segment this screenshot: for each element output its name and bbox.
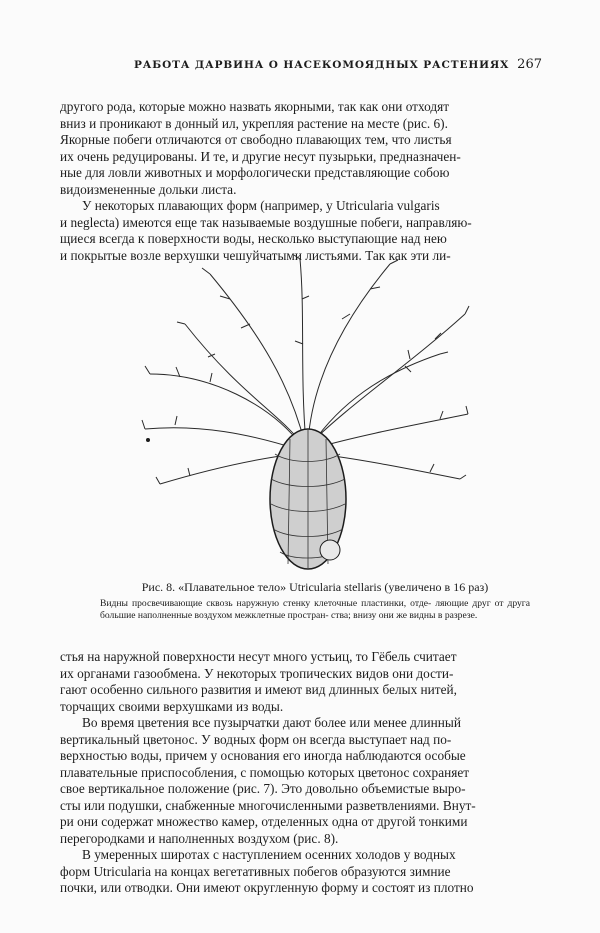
text-line: ные для ловли животных и морфологически представляющие собою xyxy=(60,165,450,180)
text-line: их очень редуцированы. И те, и другие несут пузырьки, предназначен- xyxy=(60,148,461,164)
text-line: другого рода, которые можно назвать якорными, так как они отходят xyxy=(60,99,450,114)
text-line: Якорные побеги отличаются от свободно плавающих тем, что листья xyxy=(60,132,452,147)
bottom-text xyxy=(60,649,542,897)
figure-caption xyxy=(100,580,530,621)
text-line: почки, или отводки. Они имеют округленную форму и состоят из плотно xyxy=(60,880,474,895)
text-line: и neglecta) имеются еще так называемые воздушные побеги, направляю- xyxy=(60,214,472,230)
text-line: и покрытые возле верхушки чешуйчатыми листьями. Так как эти ли- xyxy=(60,247,451,263)
text-line: гают особенно сильного развития и имеют вид длинных белых нитей, xyxy=(60,682,457,697)
caption-title: Рис. 8. «Плавательное тело» Utricularia stellaris (увеличено в 16 раз) xyxy=(141,580,489,594)
caption-text: Видны просвечивающие сквозь наружную стенку клеточные пластинки, отде- ляющие друг от друга большие наполненные воздухом межклетные простран- ства; внизу они же видны в разрезе. xyxy=(100,598,530,621)
page-header xyxy=(60,56,542,76)
text-line: Во время цветения все пузырчатки дают более или менее длинный xyxy=(82,715,461,730)
text-line: вертикальный цветонос. У водных форм он всегда выступает над по- xyxy=(60,731,452,747)
text-line: плавательные приспособления, с помощью которых цветонос сохраняет xyxy=(60,764,470,780)
text-line: щиеся всегда к поверхности воды, несколько выступающие над нею xyxy=(60,231,447,246)
text-line: стья на наружной поверхности несут много устьиц, то Гёбель считает xyxy=(60,649,457,664)
text-line: В умеренных широтах с наступлением осенних холодов у водных xyxy=(82,847,456,862)
text-line: торчащих своими верхушками из воды. xyxy=(60,698,284,714)
page-number: 267 xyxy=(517,57,542,72)
text-line: их органами газообмена. У некоторых тропических видов они дости- xyxy=(60,665,454,681)
text-line: ри они содержат множество камер, отделенных одна от другой тонкими xyxy=(60,814,468,829)
text-line: У некоторых плавающих форм (например, у Utricularia vulgaris xyxy=(82,198,440,213)
text-line: верхностью воды, причем у основания его иногда наблюдаются особые xyxy=(60,748,466,763)
running-head: РАБОТА ДАРВИНА О НАСЕКОМОЯДНЫХ РАСТЕНИЯХ xyxy=(134,59,510,71)
text-line: вниз и проникают в донный ил, укрепляя растение на месте (рис. 6). xyxy=(60,115,448,131)
text-line: перегородками и наполненных воздухом (рис. 8). xyxy=(60,830,339,846)
text-line: свое вертикальное положение (рис. 7). Это довольно объемистые выро- xyxy=(60,781,466,796)
utricularia-float-illustration xyxy=(140,254,470,574)
text-line: сты или подушки, снабженные многочисленными разветвлениями. Внут- xyxy=(60,797,476,813)
text-line: форм Utricularia на концах вегетативных побегов образуются зимние xyxy=(60,863,451,879)
top-text xyxy=(60,99,542,264)
text-line: видоизмененные дольки листа. xyxy=(60,181,237,197)
